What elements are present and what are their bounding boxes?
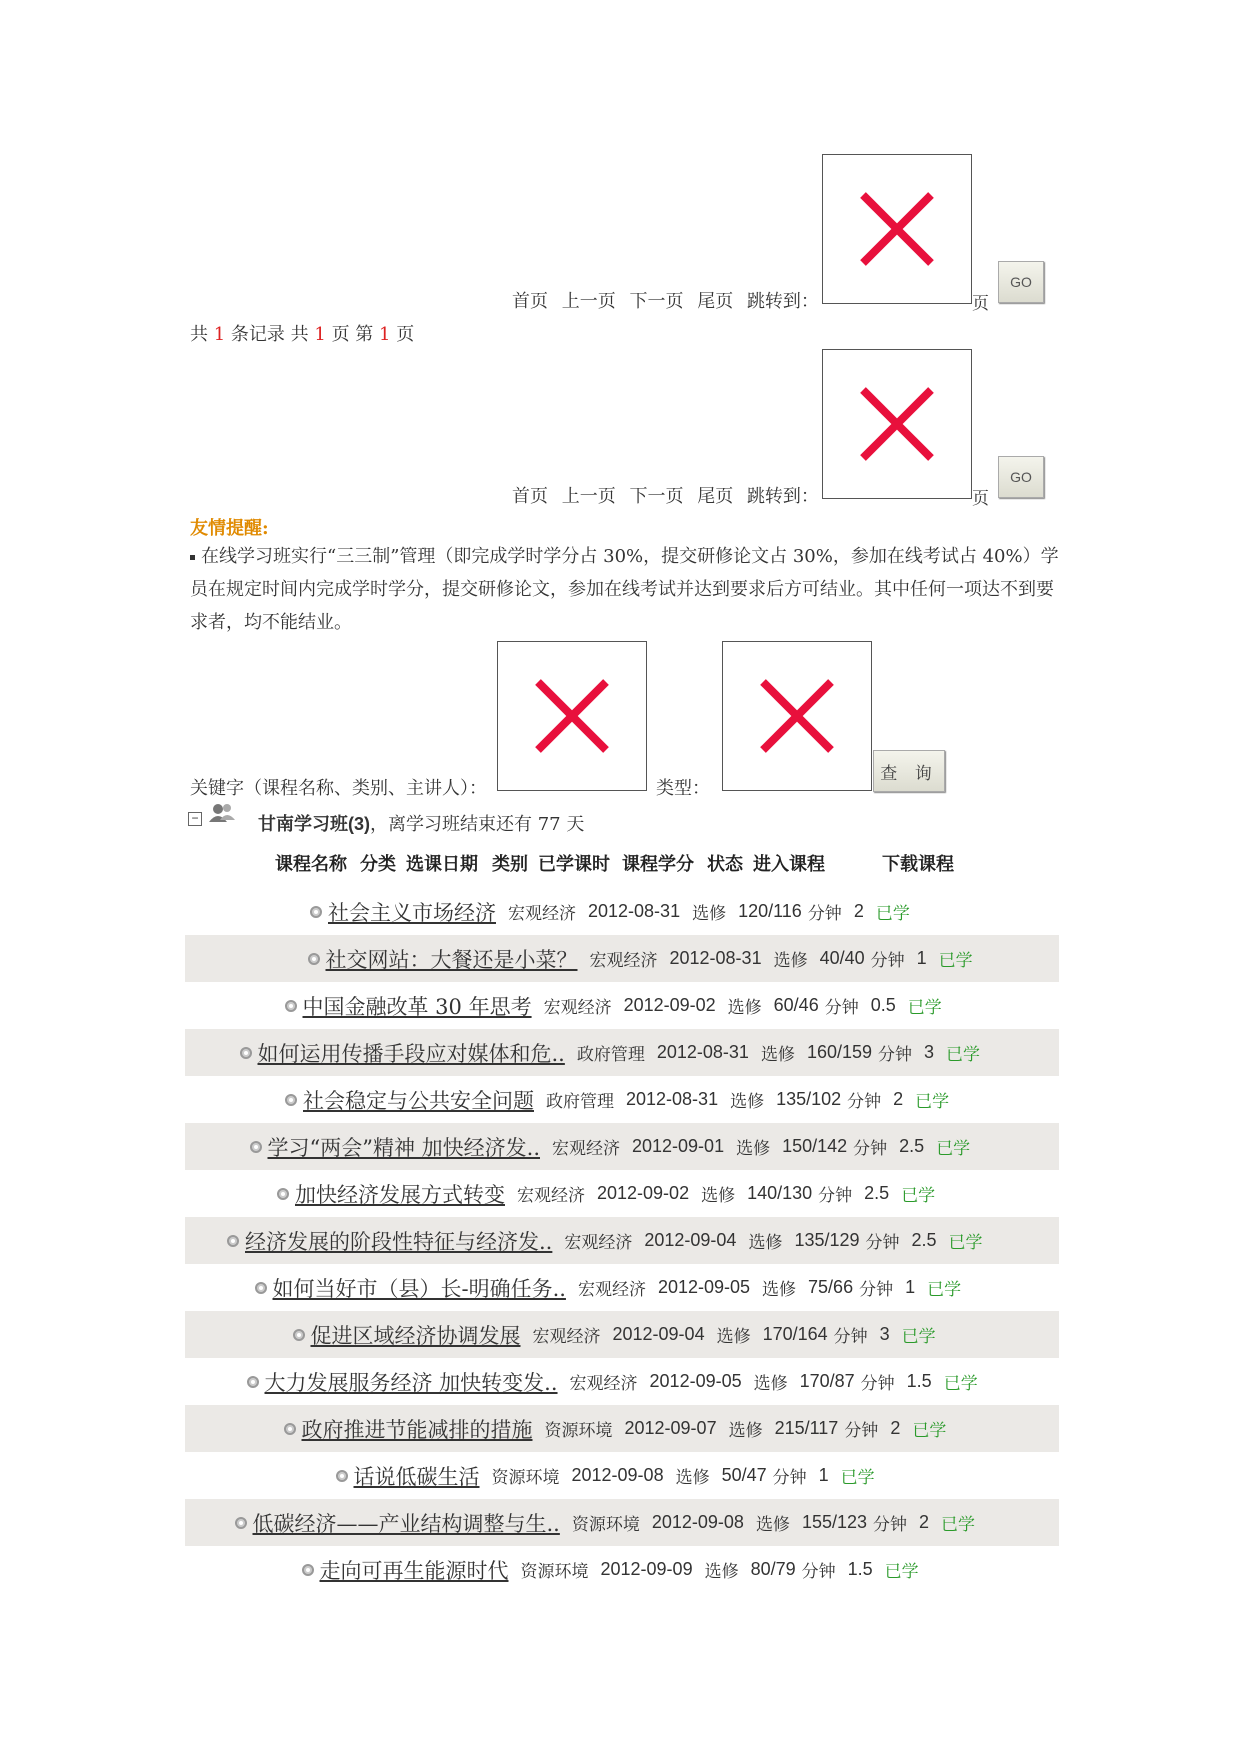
- course-date: 2012-09-04: [644, 1230, 737, 1250]
- course-type: 选修: [716, 1327, 751, 1347]
- course-date: 2012-09-07: [624, 1418, 717, 1438]
- course-date: 2012-09-08: [651, 1512, 744, 1532]
- course-type: 选修: [762, 1280, 797, 1300]
- course-hours: 75/66: [808, 1277, 854, 1297]
- class-info: [258, 810, 584, 836]
- type-label: 类型：: [656, 778, 710, 799]
- keyword-input[interactable]: [497, 641, 647, 791]
- table-row: [185, 888, 1059, 935]
- bullet-icon: [336, 1470, 348, 1482]
- course-hours-unit: 分钟: [860, 1374, 895, 1394]
- bullet-icon: [240, 1047, 252, 1059]
- course-name-link[interactable]: 大力发展服务经济 加快转变发..: [264, 1370, 558, 1395]
- course-category: 宏观经济: [569, 1374, 638, 1394]
- course-date: 2012-09-01: [632, 1136, 725, 1156]
- bullet-icon: [247, 1376, 259, 1388]
- course-category: 资源环境: [491, 1468, 560, 1488]
- course-name-link[interactable]: 政府推进节能减排的措施: [301, 1417, 533, 1442]
- course-date: 2012-09-04: [612, 1324, 705, 1344]
- course-hours: 135/102: [776, 1089, 842, 1109]
- course-status: 已学: [912, 1421, 947, 1441]
- course-date: 2012-08-31: [588, 901, 681, 921]
- course-hours-unit: 分钟: [818, 1186, 853, 1206]
- table-row: [185, 1217, 1059, 1264]
- course-name-link[interactable]: 社会主义市场经济: [328, 900, 496, 925]
- course-type: 选修: [730, 1092, 765, 1112]
- class-remaining: ，离学习班结束还有 77 天: [370, 814, 585, 835]
- first-page-link[interactable]: 首页: [512, 486, 548, 507]
- course-credit: 2.5: [899, 1136, 925, 1156]
- page-jump-input[interactable]: [822, 154, 972, 304]
- course-hours: 60/46: [773, 995, 819, 1015]
- page-jump-input[interactable]: [822, 349, 972, 499]
- prev-page-link[interactable]: 上一页: [561, 291, 616, 312]
- col-header: 状态: [707, 854, 743, 875]
- pager-bottom: [512, 482, 827, 508]
- course-date: 2012-09-05: [649, 1371, 742, 1391]
- col-header: 选课日期: [406, 854, 478, 875]
- bullet-icon: [277, 1188, 289, 1200]
- record-count: 1: [213, 324, 226, 345]
- course-credit: 3: [924, 1042, 935, 1062]
- collapse-icon[interactable]: −: [188, 812, 202, 826]
- course-name-link[interactable]: 低碳经济——产业结构调整与生..: [252, 1511, 560, 1536]
- table-row: [185, 1546, 1059, 1593]
- row-content: [285, 982, 942, 1029]
- course-hours-unit: 分钟: [847, 1092, 882, 1112]
- course-status: 已学: [875, 904, 910, 924]
- course-status: 已学: [927, 1280, 962, 1300]
- bullet-icon: [284, 1423, 296, 1435]
- course-name-link[interactable]: 走向可再生能源时代: [319, 1558, 509, 1583]
- go-button[interactable]: GO: [998, 456, 1044, 498]
- course-credit: 2: [919, 1512, 930, 1532]
- course-type: 选修: [773, 951, 808, 971]
- course-category: 宏观经济: [543, 998, 612, 1018]
- prev-page-link[interactable]: 上一页: [561, 486, 616, 507]
- row-content: [250, 1123, 971, 1170]
- course-type: 选修: [727, 998, 762, 1018]
- first-page-link[interactable]: 首页: [512, 291, 548, 312]
- course-credit: 1.5: [906, 1371, 932, 1391]
- course-category: 政府管理: [546, 1092, 614, 1112]
- course-credit: 3: [879, 1324, 890, 1344]
- course-hours: 155/123: [801, 1512, 868, 1532]
- course-credit: 0.5: [870, 995, 896, 1015]
- col-header: 类别: [492, 854, 528, 875]
- users-icon: [208, 802, 236, 824]
- course-status: 已学: [901, 1186, 936, 1206]
- course-hours: 150/142: [782, 1136, 848, 1156]
- course-credit: 2.5: [911, 1230, 937, 1250]
- course-date: 2012-08-31: [626, 1089, 719, 1109]
- course-status: 已学: [901, 1327, 936, 1347]
- search-button[interactable]: 查 询: [873, 750, 945, 792]
- course-name-link[interactable]: 学习“两会”精神 加快经济发..: [267, 1135, 540, 1160]
- course-status: 已学: [936, 1139, 971, 1159]
- keyword-label: 关键字（课程名称、类别、主讲人）：: [190, 778, 487, 799]
- course-category: 宏观经济: [589, 951, 658, 971]
- course-date: 2012-09-02: [597, 1183, 690, 1203]
- course-hours-unit: 分钟: [878, 1045, 913, 1065]
- jump-label: 跳转到：: [746, 291, 819, 312]
- course-credit: 1: [905, 1277, 916, 1297]
- table-row: [185, 1358, 1059, 1405]
- last-page-link[interactable]: 尾页: [697, 486, 734, 507]
- course-hours-unit: 分钟: [772, 1468, 807, 1488]
- course-date: 2012-09-09: [600, 1559, 693, 1579]
- course-hours-unit: 分钟: [870, 951, 905, 971]
- course-category: 资源环境: [520, 1562, 589, 1582]
- col-header: 分类: [360, 854, 396, 875]
- course-credit: 2.5: [864, 1183, 890, 1203]
- bullet-icon: [255, 1282, 267, 1294]
- course-type: 选修: [760, 1045, 795, 1065]
- table-row: [185, 1452, 1059, 1499]
- broken-image-icon: [859, 191, 935, 267]
- table-row: [185, 1264, 1059, 1311]
- row-content: [293, 1311, 936, 1358]
- course-type: 选修: [736, 1139, 771, 1159]
- course-category: 宏观经济: [577, 1280, 646, 1300]
- row-content: [310, 888, 910, 935]
- go-button[interactable]: GO: [998, 261, 1044, 303]
- row-content: [277, 1170, 935, 1217]
- course-type: 选修: [748, 1233, 783, 1253]
- course-category: 政府管理: [576, 1045, 645, 1065]
- course-date: 2012-08-31: [656, 1042, 749, 1062]
- page-unit-label: 页: [972, 294, 989, 314]
- course-hours: 50/47: [721, 1465, 767, 1485]
- course-hours: 120/116: [738, 901, 802, 921]
- bullet-icon: [310, 906, 322, 918]
- course-date: 2012-08-31: [669, 948, 762, 968]
- course-status: 已学: [941, 1515, 976, 1535]
- row-content: [247, 1358, 978, 1405]
- course-date: 2012-09-05: [657, 1277, 751, 1297]
- course-hours: 140/130: [747, 1183, 813, 1203]
- col-header: 已学课时: [538, 854, 610, 875]
- course-category: 资源环境: [544, 1421, 613, 1441]
- bullet-icon: [250, 1141, 262, 1153]
- bullet-icon: [308, 953, 320, 965]
- course-category: 宏观经济: [552, 1139, 620, 1159]
- course-hours: 215/117: [774, 1418, 839, 1438]
- course-status: 已学: [915, 1092, 950, 1112]
- course-name-link[interactable]: 加快经济发展方式转变: [295, 1182, 505, 1207]
- jump-label: 跳转到：: [746, 486, 819, 507]
- col-header: 进入课程: [753, 854, 825, 875]
- course-category: 资源环境: [571, 1515, 640, 1535]
- bullet-icon: [302, 1564, 314, 1576]
- course-hours: 40/40: [819, 948, 865, 968]
- course-name-link[interactable]: 中国金融改革 30 年思考: [302, 994, 532, 1019]
- bullet-icon: [285, 1000, 297, 1012]
- course-hours-unit: 分钟: [865, 1233, 900, 1253]
- col-header: 下载课程: [882, 854, 954, 875]
- course-status: 已学: [946, 1045, 981, 1065]
- type-select[interactable]: [722, 641, 872, 791]
- course-hours-unit: 分钟: [801, 1562, 836, 1582]
- course-name-link[interactable]: 促进区域经济协调发展: [310, 1323, 521, 1348]
- course-hours-unit: 分钟: [844, 1421, 879, 1441]
- course-category: 宏观经济: [517, 1186, 585, 1206]
- table-row: [185, 1029, 1059, 1076]
- next-page-link[interactable]: 下一页: [629, 291, 684, 312]
- course-name-link[interactable]: 经济发展的阶段性特征与经济发..: [245, 1229, 553, 1254]
- row-content: [302, 1546, 919, 1593]
- course-hours-unit: 分钟: [807, 904, 842, 924]
- course-hours-unit: 分钟: [833, 1327, 868, 1347]
- course-hours: 160/159: [806, 1042, 873, 1062]
- course-type: 选修: [701, 1186, 736, 1206]
- notice-text: 在线学习班实行“三三制”管理（即完成学时学分占 30%，提交研修论文占 30%，参加在线考试占 40%）学员在规定时间内完成学时学分，提交研修论文，参加在线考试并达到要求后方可结业。其中任何一项达不到要求者，均不能结业。: [190, 546, 1059, 633]
- bullet-icon: [190, 555, 195, 560]
- course-hours-unit: 分钟: [824, 998, 859, 1018]
- course-credit: 2: [853, 901, 864, 921]
- bullet-icon: [227, 1235, 239, 1247]
- course-type: 选修: [753, 1374, 788, 1394]
- course-credit: 2: [890, 1418, 901, 1438]
- page-unit-label: 页: [972, 489, 989, 509]
- course-status: 已学: [884, 1562, 919, 1582]
- course-credit: 1: [916, 948, 927, 968]
- bullet-icon: [293, 1329, 305, 1341]
- bullet-icon: [235, 1517, 247, 1529]
- course-hours: 80/79: [750, 1559, 796, 1579]
- broken-image-icon: [759, 678, 835, 754]
- course-credit: 1.5: [847, 1559, 873, 1579]
- table-row: [185, 1405, 1059, 1452]
- course-credit: 1: [818, 1465, 829, 1485]
- table-row: [185, 1499, 1059, 1546]
- table-row: [185, 1311, 1059, 1358]
- row-content: [227, 1217, 983, 1264]
- course-credit: 2: [893, 1089, 904, 1109]
- row-content: [285, 1076, 949, 1123]
- row-content: [308, 935, 973, 982]
- record-summary: 共 1 条记录 共 1 页 第 1 页: [190, 324, 415, 345]
- course-type: 选修: [755, 1515, 790, 1535]
- class-name: 甘南学习班(3): [258, 814, 370, 834]
- course-category: 宏观经济: [532, 1327, 601, 1347]
- course-hours: 135/129: [794, 1230, 860, 1250]
- course-hours: 170/164: [762, 1324, 828, 1344]
- course-hours-unit: 分钟: [859, 1280, 894, 1300]
- course-status: 已学: [948, 1233, 983, 1253]
- table-row: [185, 1123, 1059, 1170]
- col-header: 课程名称: [275, 854, 347, 875]
- course-category: 宏观经济: [508, 904, 576, 924]
- course-type: 选修: [675, 1468, 710, 1488]
- course-hours-unit: 分钟: [853, 1139, 888, 1159]
- row-content: [255, 1264, 962, 1311]
- course-name-link[interactable]: 社交网站：大餐还是小菜？: [325, 947, 578, 972]
- row-content: [284, 1405, 947, 1452]
- broken-image-icon: [534, 678, 610, 754]
- course-type: 选修: [728, 1421, 763, 1441]
- bullet-icon: [285, 1094, 297, 1106]
- col-header: 课程学分: [622, 854, 694, 875]
- course-name-link[interactable]: 社会稳定与公共安全问题: [303, 1088, 534, 1113]
- course-status: 已学: [907, 998, 942, 1018]
- course-status: 已学: [840, 1468, 875, 1488]
- current-page: 1: [379, 324, 391, 345]
- broken-image-icon: [859, 386, 935, 462]
- course-status: 已学: [943, 1374, 978, 1394]
- row-content: [240, 1029, 981, 1076]
- course-hours: 170/87: [799, 1371, 855, 1391]
- table-row: [185, 935, 1059, 982]
- table-row: [185, 982, 1059, 1029]
- last-page-link[interactable]: 尾页: [697, 291, 734, 312]
- row-content: [336, 1452, 875, 1499]
- course-name-link[interactable]: 如何当好市（县）长-明确任务..: [272, 1276, 566, 1301]
- course-hours-unit: 分钟: [873, 1515, 908, 1535]
- course-type: 选修: [692, 904, 727, 924]
- notice-title: 友情提醒:: [190, 518, 269, 539]
- table-row: [185, 1170, 1059, 1217]
- row-content: [235, 1499, 976, 1546]
- total-pages: 1: [314, 324, 326, 345]
- course-category: 宏观经济: [564, 1233, 633, 1253]
- next-page-link[interactable]: 下一页: [629, 486, 684, 507]
- course-type: 选修: [704, 1562, 739, 1582]
- course-date: 2012-09-02: [623, 995, 716, 1015]
- course-date: 2012-09-08: [571, 1465, 664, 1485]
- table-row: [185, 1076, 1059, 1123]
- course-name-link[interactable]: 如何运用传播手段应对媒体和危..: [257, 1041, 565, 1066]
- course-status: 已学: [938, 951, 973, 971]
- course-name-link[interactable]: 话说低碳生活: [353, 1464, 480, 1489]
- pager-top: [512, 287, 827, 313]
